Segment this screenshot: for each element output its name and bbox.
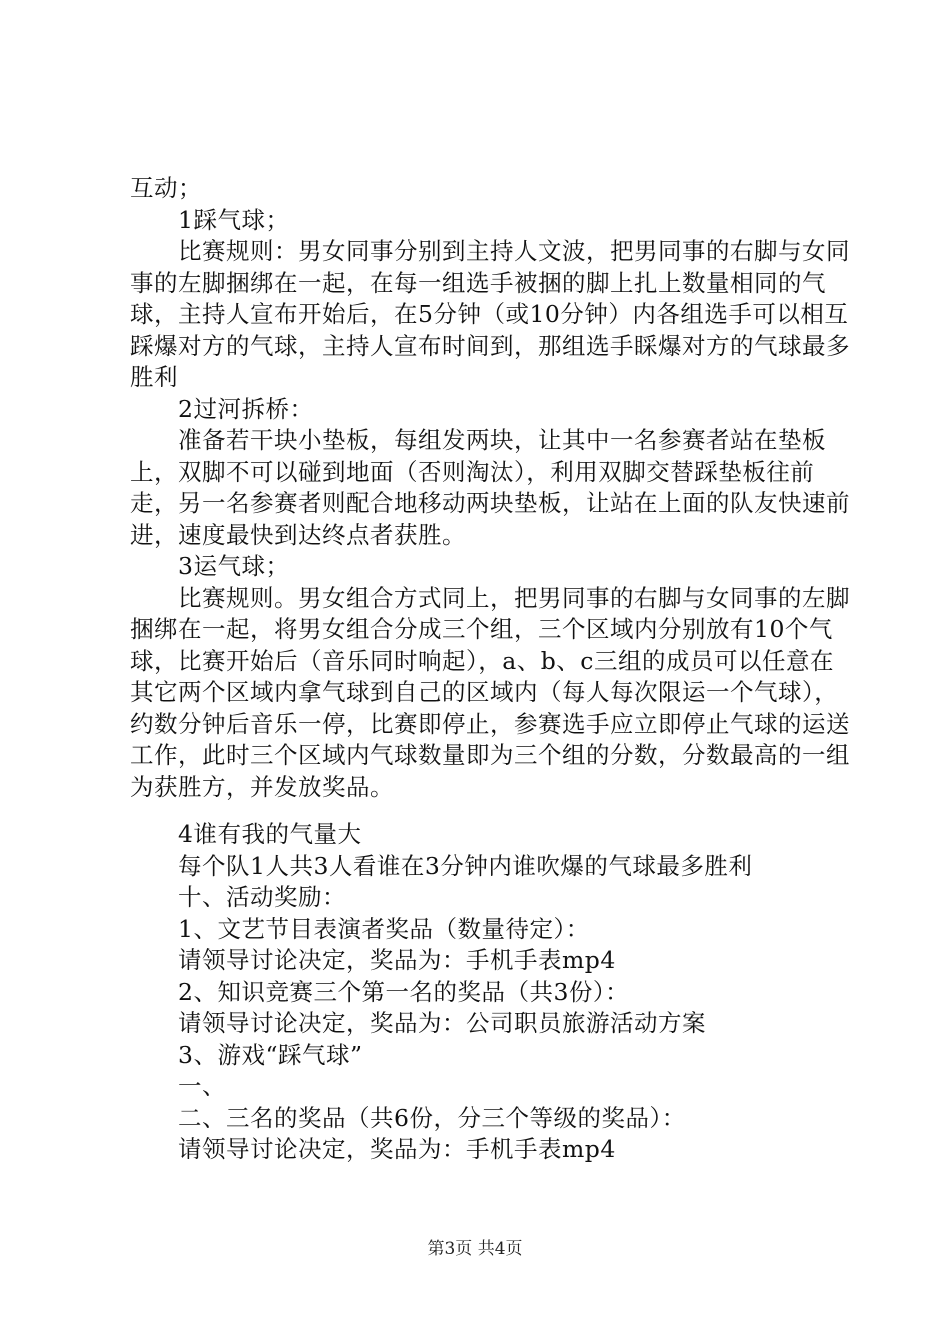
- section-title-awards: 十、活动奖励：: [178, 883, 346, 911]
- awards-section: [130, 819, 850, 1166]
- award1-title: 1、文艺节目表演者奖品（数量待定）：: [178, 914, 590, 943]
- award3-line1: 一、: [178, 1072, 226, 1100]
- game2-title: 2过河拆桥：: [178, 394, 314, 423]
- game2-rule: 准备若干块小垫板，每组发两块，让其中一名参赛者站在垫板上，双脚不可以碰到地面（否则淘汰），利用双脚交替踩垫板往前走，另一名参赛者则配合地移动两块垫板，让站在上面的队友快速前进，速度最快到达终点者获胜。: [130, 426, 850, 549]
- award1-detail: 请领导讨论决定，奖品为：手机手表mp4: [178, 946, 616, 974]
- award3-title: 3、游戏“踩气球”: [178, 1040, 363, 1069]
- game3-title: 3运气球；: [178, 552, 290, 580]
- award2-title: 2、知识竞赛三个第一名的奖品（共3份）：: [178, 977, 630, 1006]
- game4-title: 4谁有我的气量大: [178, 820, 362, 848]
- award3-line2: 二、三名的奖品（共6份，分三个等级的奖品）：: [178, 1103, 686, 1132]
- game3-rule: 比赛规则。男女组合方式同上，把男同事的右脚与女同事的左脚捆绑在一起，将男女组合分成三个组，三个区域内分别放有10个气球，比赛开始后（音乐同时响起），a、b、c三组的成员可以任意在其它两个区域内拿气球到自己的区域内（每人每次限运一个气球），约数分钟后音乐一停，比赛即停止，参赛选手应立即停止气球的运送工作，此时三个区域内气球数量即为三个组的分数，分数最高的一组为获胜方，并发放奖品。: [130, 583, 850, 801]
- award2-detail: 请领导讨论决定，奖品为：公司职员旅游活动方案: [178, 1009, 706, 1037]
- page-number: 第3页 共4页: [427, 1239, 523, 1259]
- intro-line: 互动；: [130, 174, 202, 202]
- page-footer: [0, 1238, 950, 1260]
- game4-rule: 每个队1人共3人看谁在3分钟内谁吹爆的气球最多胜利: [178, 851, 753, 880]
- game1-rule: 比赛规则：男女同事分别到主持人文波，把男同事的右脚与女同事的左脚捆绑在一起，在每一组选手被捆的脚上扎上数量相同的气球，主持人宣布开始后，在5分钟（或10分钟）内各组选手可以相互踩爆对方的气球，主持人宣布时间到，那组选手睬爆对方的气球最多胜利: [130, 237, 850, 391]
- game1-title: 1踩气球；: [178, 205, 290, 234]
- document-body: [130, 173, 850, 1166]
- award3-detail: 请领导讨论决定，奖品为：手机手表mp4: [178, 1135, 616, 1163]
